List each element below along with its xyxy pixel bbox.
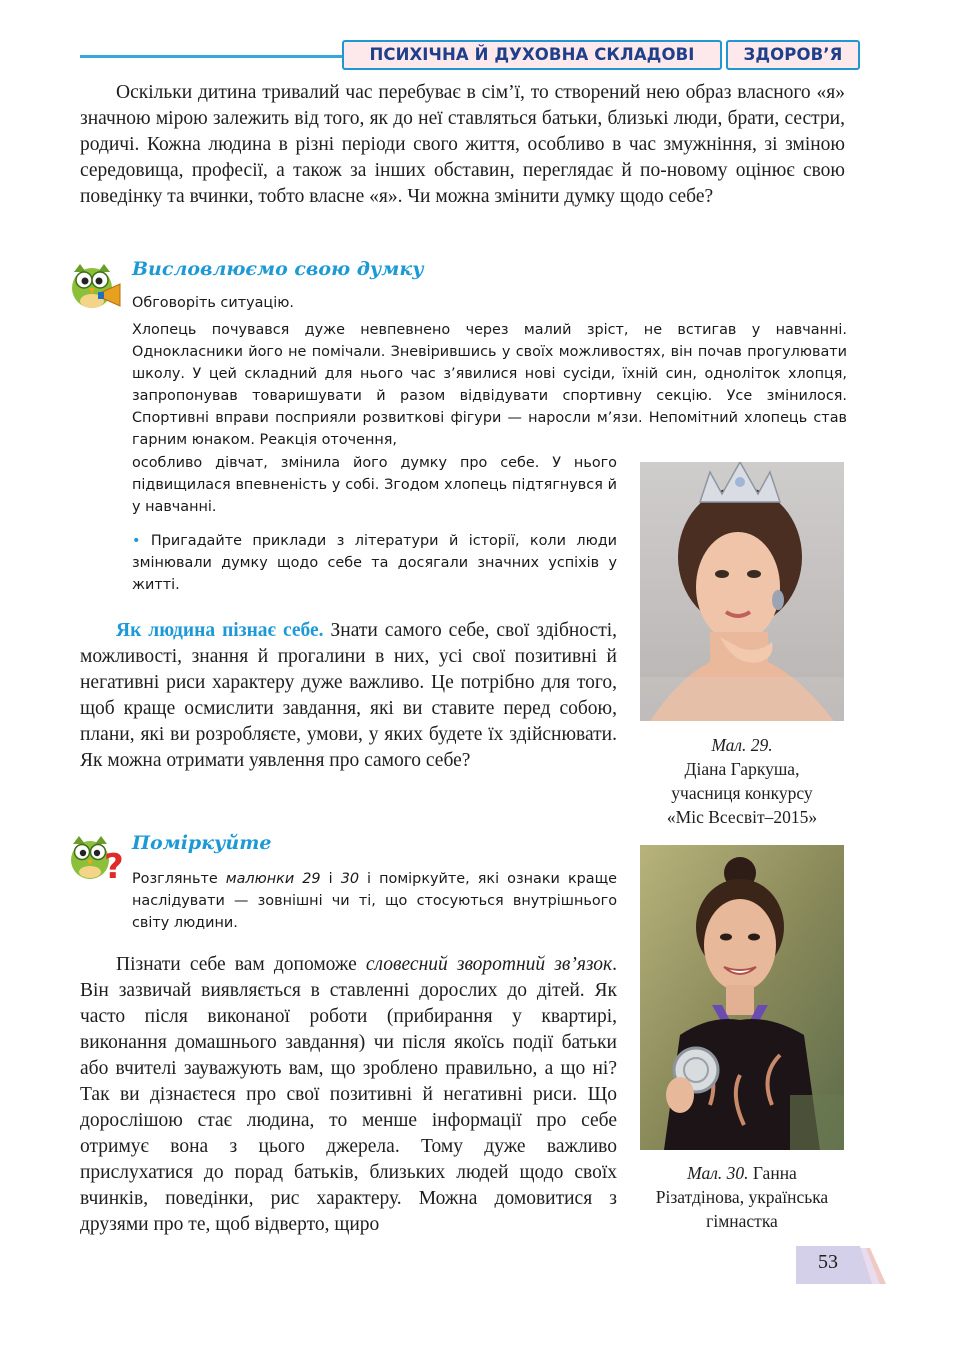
self-knowledge-lead: Як людина пізнає себе. [116, 620, 324, 641]
section2-ref2: 30 [340, 871, 359, 887]
photo-hanna-rizatdinova [640, 845, 844, 1150]
section-title-discuss: Висловлюємо свою думку [132, 258, 424, 280]
page-number: 53 [818, 1251, 838, 1273]
section2-text-before: Розгляньте [132, 871, 226, 887]
bullet-text: Пригадайте приклади з літератури й історії, коли люди змінювали думку щодо себе та досягали значних успіхів у житті. [132, 533, 617, 593]
section2-text-after: і поміркуйте, які ознаки краще наслідувати — зовнішні чи ті, що стосуються внутрішнього світу людини. [132, 871, 617, 931]
owl-with-megaphone-icon [68, 256, 124, 312]
section1-bullet-item [132, 530, 617, 596]
section2-text-mid: і [320, 871, 341, 887]
figure30-caption [636, 1161, 848, 1233]
figure30-line1: Ганна [748, 1163, 797, 1183]
feedback-text-before: Пізнати себе вам допоможе [116, 954, 366, 975]
figure29-line2: учасниця конкурсу [671, 783, 813, 803]
section1-story-part2: особливо дівчат, змінила його думку про себе. У нього підвищилася впевненість у собі. Згодом хлопець підтягнувся й у навчанні. [132, 455, 617, 515]
figure30-line3: гімнастка [706, 1211, 778, 1231]
photo-diana-harkusha [640, 462, 844, 721]
section2-text [132, 868, 617, 934]
feedback-text-after: . Він зазвичай виявляється в ставленні дорослих до дітей. Як часто після виконаної роботи (прибирання у квартирі, виконання домашнього завдання) чи після якоїсь події батьки або вчителі зауважують вам, що зроблено правильно, а що ні? Так ви дізнаєтеся про свої позитивні й негативні риси. Що дорослішою стає людина, то менше інформації про себе отримує вона з цього джерела. Тому дуже важливо прислухатися до порад батьків, близьких людей щодо своїх вчинків, поведінки, рис характеру. Можна домовитися з друзями про те, щоб відверто, щиро [80, 954, 617, 1235]
figure30-line2: Різатдінова, українська [655, 1187, 829, 1207]
intro-paragraph: Оскільки дитина тривалий час перебуває в сім’ї, то створений нею образ власного «я» значною мірою залежить від того, як до неї ставляться батьки, близькі люди, брати, сестри, родичі. Кожна людина в різні періоди свого життя, особливо в час змужніння, зі зміною середовища, професії, а також за інших обставин, переглядає й по-новому оцінює свою поведінку та вчинки, тобто власне «я». Чи можна змінити думку щодо себе? [80, 82, 845, 207]
svg-text:?: ? [104, 847, 124, 882]
page-number-tab [796, 1244, 892, 1286]
header-rule [80, 55, 342, 58]
figure29-caption [640, 733, 844, 829]
header-title-part1: ПСИХІЧНА Й ДУХОВНА СКЛАДОВІ [342, 40, 722, 70]
figure29-line3: «Міс Всесвіт–2015» [666, 807, 818, 827]
section2-ref1: малюнки 29 [225, 871, 321, 887]
figure30-label: Мал. 30. [687, 1163, 749, 1183]
figure29-label: Мал. 29. [711, 735, 773, 755]
section-title-think: Поміркуйте [132, 832, 272, 854]
self-knowledge-paragraph [80, 618, 617, 774]
section1-prompt: Обговоріть ситуацію. [132, 295, 294, 311]
feedback-term: словесний зворотний зв’язок [365, 954, 613, 975]
bullet-marker: • [132, 533, 141, 549]
feedback-paragraph [80, 952, 617, 1238]
self-knowledge-text: Знати самого себе, свої здібності, можливості, знання й прогалини в них, усі свої позитивні й негативні риси характеру дуже важливо. Це потрібно для того, щоб краще осмислити завдання, які ви ставите перед собою, плани, які ви розробляєте, умови, у яких будете їх здійснювати. Як можна отримати уявлення про самого себе? [80, 620, 618, 771]
owl-with-question-mark-icon [68, 830, 124, 882]
header-title-part2: ЗДОРОВ’Я [726, 40, 860, 70]
section1-story-part1: Хлопець почувався дуже невпевнено через малий зріст, не встигав у навчанні. Однокласники його не помічали. Зневірившись у своїх можливостях, він почав прогулювати школу. У цей складний для нього час з’явилися нові сусіди, їхній син, одноліток хлопця, запропонував товаришувати й разом відвідувати спортивну секцію. Усе змінилося. Спортивні вправи посприяли розвиткові фігури — наросли м’язи. Непомітний хлопець став гарним юнаком. Реакція оточення, [132, 322, 847, 448]
figure29-line1: Діана Гаркуша, [684, 759, 800, 779]
